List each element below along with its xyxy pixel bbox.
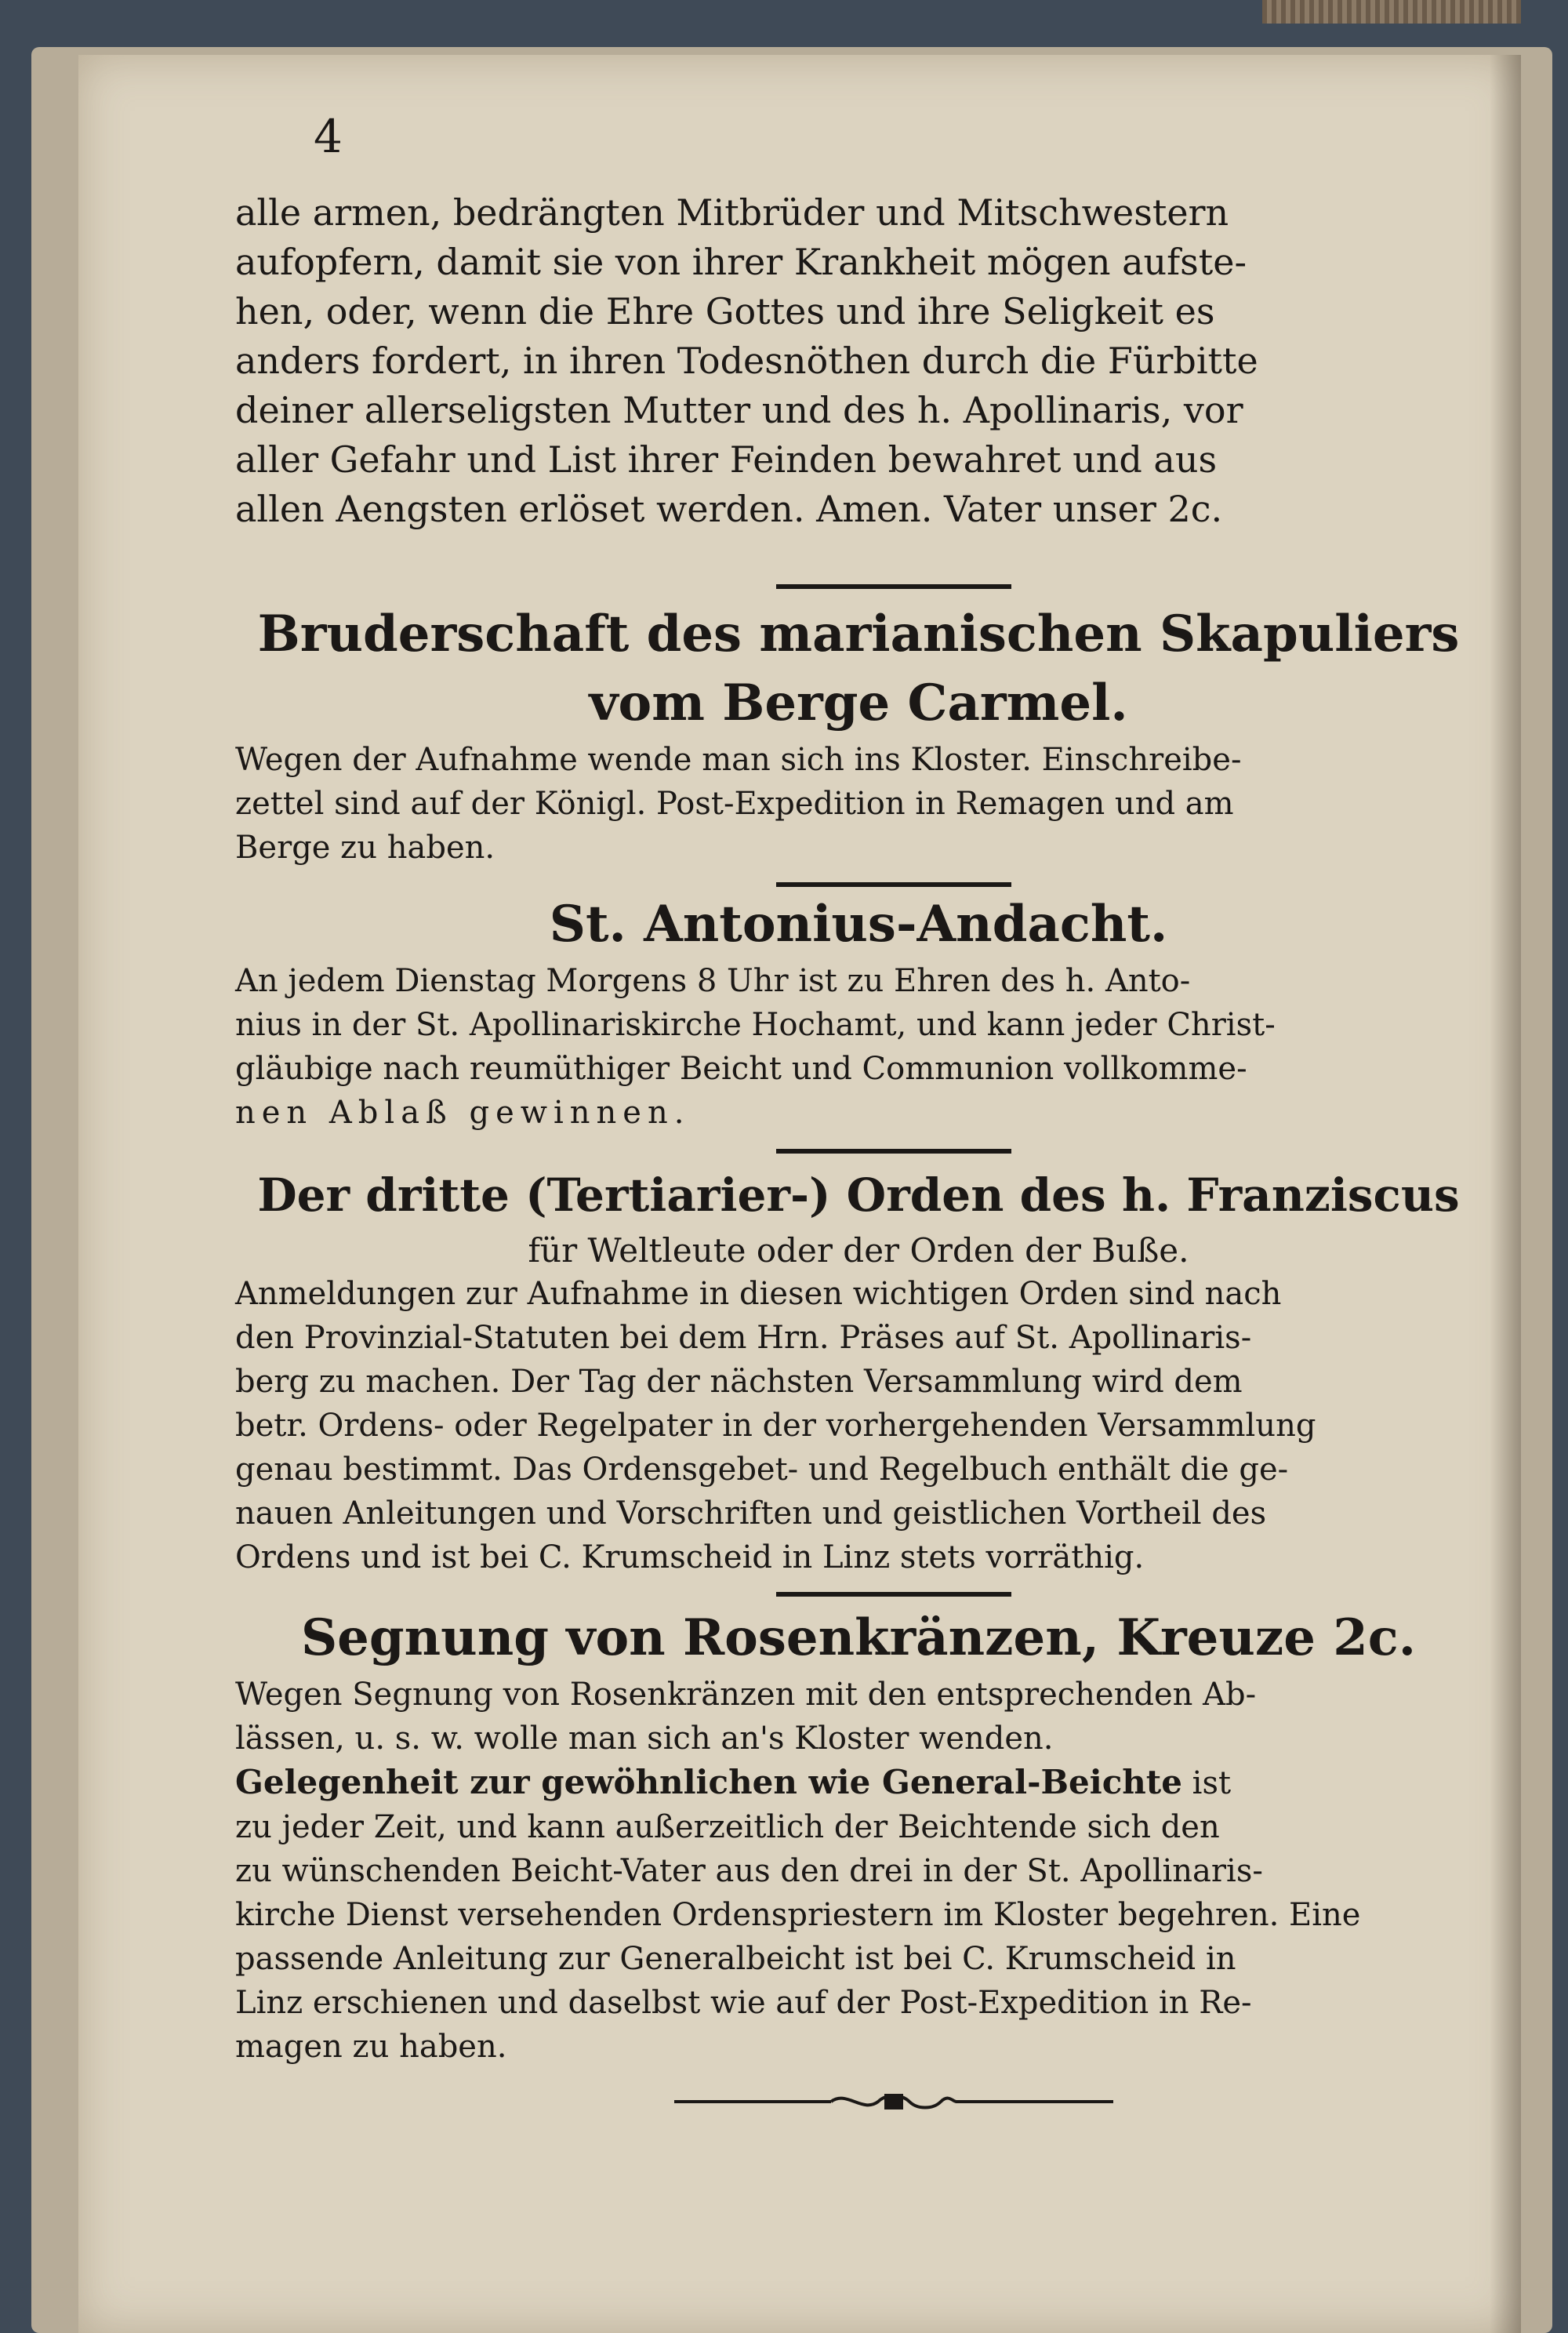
section-body-line: Wegen Segnung von Rosenkränzen mit den entsprechenden Ab- xyxy=(235,1677,1257,1713)
flourish-ornament-icon xyxy=(674,2086,1113,2117)
section-body-line: zu jeder Zeit, und kann außerzeitlich der Beichtende sich den xyxy=(235,1809,1220,1845)
intro-line: aller Gefahr und List ihrer Feinden bewahret und aus xyxy=(235,438,1218,481)
section-body-line: nius in der St. Apollinariskirche Hochamt, und kann jeder Christ- xyxy=(235,1007,1276,1043)
section-divider xyxy=(776,584,1011,589)
section-body-line: Berge zu haben. xyxy=(235,830,495,866)
section-divider xyxy=(776,882,1011,887)
section-heading: Bruderschaft des marianischen Skapuliers xyxy=(257,605,1460,663)
section-antonius xyxy=(235,890,1482,1135)
intro-line: hen, oder, wenn die Ehre Gottes und ihre Seligkeit es xyxy=(235,290,1215,333)
section-body-line: nauen Anleitungen und Vorschriften und geistlichen Vortheil des xyxy=(235,1495,1267,1532)
section-body-line: gläubige nach reumüthiger Beicht und Communion vollkomme- xyxy=(235,1051,1247,1087)
section-subheading: für Weltleute oder der Orden der Buße. xyxy=(528,1231,1189,1270)
section-heading: Der dritte (Tertiarier-) Orden des h. Franziscus xyxy=(257,1168,1460,1222)
intro-line: alle armen, bedrängten Mitbrüder und Mitschwestern xyxy=(235,191,1229,234)
section-body-line: nen Ablaß gewinnen. xyxy=(235,1095,691,1131)
section-body-line: betr. Ordens- oder Regelpater in der vorhergehenden Versammlung xyxy=(235,1408,1316,1444)
section-body-line: genau bestimmt. Das Ordensgebet- und Regelbuch enthält die ge- xyxy=(235,1452,1289,1488)
section-segnung xyxy=(235,1604,1482,2069)
section-body-line: berg zu machen. Der Tag der nächsten Versammlung wird dem xyxy=(235,1364,1243,1400)
section-body-line: Anmeldungen zur Aufnahme in diesen wichtigen Orden sind nach xyxy=(235,1276,1282,1312)
section-skapulier xyxy=(235,600,1482,870)
section-body-line: zettel sind auf der Königl. Post-Expedition in Remagen und am xyxy=(235,786,1234,822)
section-heading: St. Antonius-Andacht. xyxy=(549,895,1168,954)
section-body-line: zu wünschenden Beicht-Vater aus den drei in der St. Apollinaris- xyxy=(235,1853,1263,1889)
page-number: 4 xyxy=(314,110,343,163)
section-body-line: Wegen der Aufnahme wende man sich ins Kloster. Einschreibe- xyxy=(235,742,1242,778)
section-body-line: Ordens und ist bei C. Krumscheid in Linz stets vorräthig. xyxy=(235,1539,1145,1575)
section-divider xyxy=(776,1149,1011,1154)
section-body-line: An jedem Dienstag Morgens 8 Uhr ist zu Ehren des h. Anto- xyxy=(235,963,1191,999)
section-body-line-mixed xyxy=(235,1761,1482,1805)
intro-paragraph xyxy=(235,188,1482,534)
section-heading: Segnung von Rosenkränzen, Kreuze 2c. xyxy=(300,1608,1417,1667)
section-heading: vom Berge Carmel. xyxy=(589,674,1128,732)
body-text: ist xyxy=(1192,1765,1232,1801)
section-body-line: magen zu haben. xyxy=(235,2029,507,2065)
section-body-line: den Provinzial-Statuten bei dem Hrn. Präses auf St. Apollinaris- xyxy=(235,1320,1252,1356)
section-body-line: lässen, u. s. w. wolle man sich an's Kloster wenden. xyxy=(235,1721,1054,1757)
section-divider xyxy=(776,1592,1011,1597)
binding-ribbon xyxy=(1262,0,1521,24)
intro-line: anders fordert, in ihren Todesnöthen durch die Fürbitte xyxy=(235,340,1258,382)
page-gutter-shadow xyxy=(1490,55,1521,2333)
bold-lead-text: Gelegenheit zur gewöhnlichen wie General-Beichte xyxy=(235,1763,1182,1801)
intro-line: deiner allerseligsten Mutter und des h. Apollinaris, vor xyxy=(235,389,1243,431)
intro-line: aufopfern, damit sie von ihrer Krankheit mögen aufste- xyxy=(235,241,1247,283)
section-franziscus xyxy=(235,1161,1482,1579)
section-body-line: Linz erschienen und daselbst wie auf der Post-Expedition in Re- xyxy=(235,1985,1252,2021)
section-body-line: passende Anleitung zur Generalbeicht ist bei C. Krumscheid in xyxy=(235,1941,1236,1977)
section-body-line: kirche Dienst versehenden Ordenspriestern im Kloster begehren. Eine xyxy=(235,1897,1361,1933)
intro-line: allen Aengsten erlöset werden. Amen. Vater unser 2c. xyxy=(235,488,1223,530)
